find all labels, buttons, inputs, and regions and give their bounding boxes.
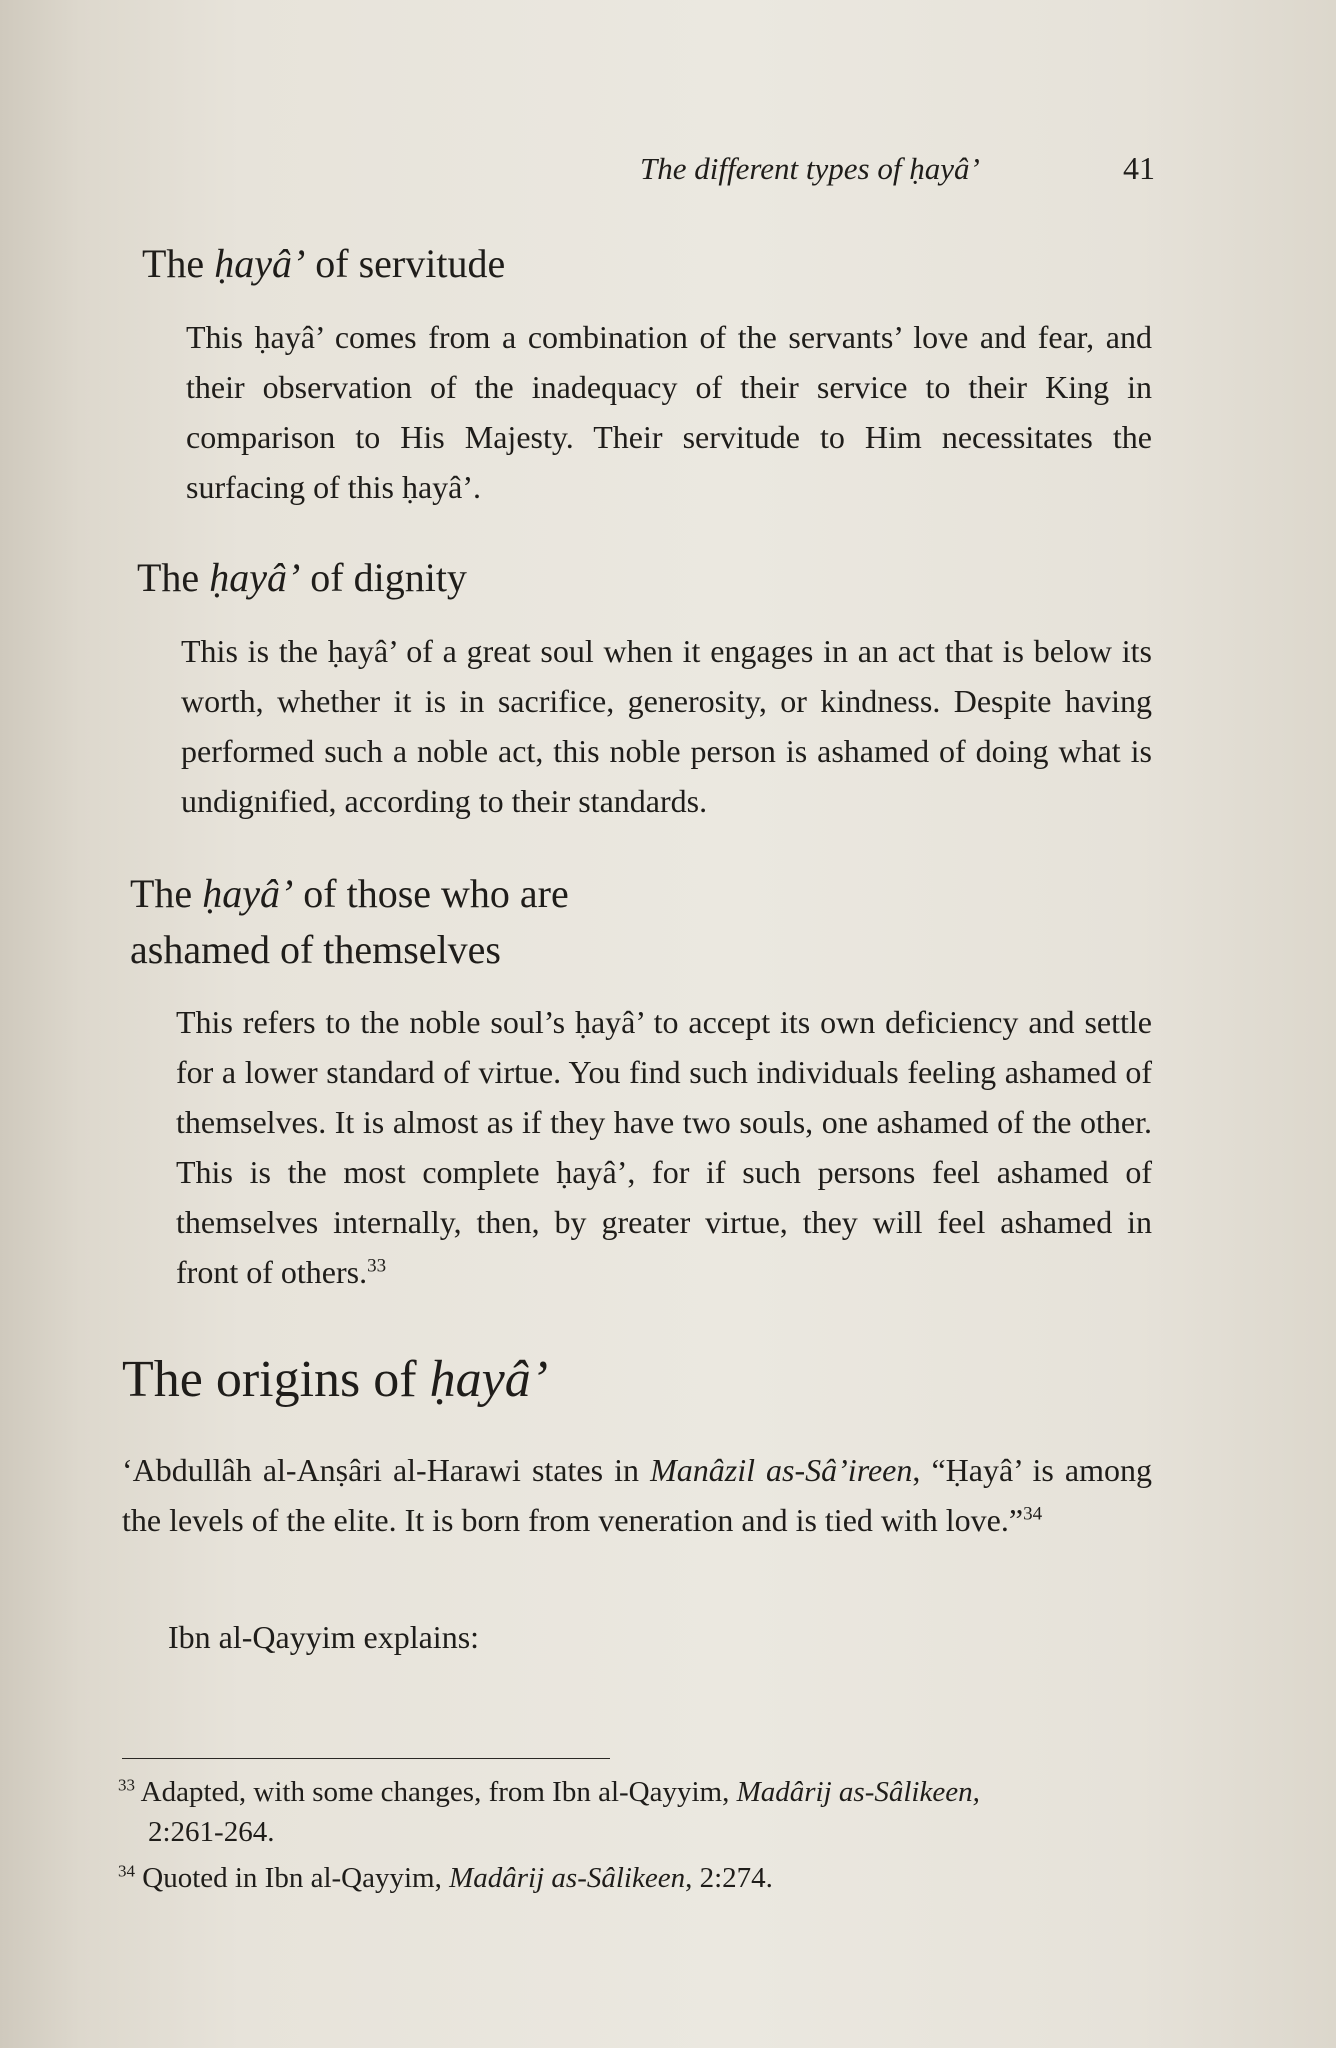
paragraph-origins-explains: Ibn al-Qayyim explains: bbox=[168, 1619, 480, 1655]
page-number: 41 bbox=[1123, 150, 1155, 186]
running-head-title: The different types of ḥayâ’ bbox=[640, 151, 980, 186]
section-heading-ashamed: The ḥayâ’ of those who are ashamed of themselves bbox=[130, 871, 569, 972]
footnote-34: $^{34}$ Quoted in Ibn al-Qayyim, Madârij as-Sâlikeen, 2:274. bbox=[118, 1861, 773, 1894]
footnote-number: 34 bbox=[118, 1861, 135, 1881]
footnote-number: 33 bbox=[118, 1775, 135, 1795]
footnote-rule bbox=[122, 1758, 610, 1759]
paragraph-origins-quote: ‘Abdullâh al-Anṣâri al-Harawi states in Manâzil as-Sâ’ireen, “Ḥayâ’ is among the levels of the elite. It is born from veneration and is tied with love.”$^{34}$ bbox=[122, 1452, 1153, 1538]
section-heading-dignity: The ḥayâ’ of dignity bbox=[137, 555, 467, 600]
paragraph-servitude: This ḥayâ’ comes from a combination of the servants’ love and fear, and their observation of the inadequacy of their service to their King in comparison to His Majesty. Their servitude to Him necessitates the surfacing of this ḥayâ’. bbox=[186, 319, 1152, 505]
paragraph-ashamed: This refers to the noble soul’s ḥayâ’ to accept its own deficiency and settle for a lower standard of virtue. You find such individuals feeling ashamed of themselves. It is almost as if they have two souls, one ashamed of the other. This is the most complete ḥayâ’, for if such persons feel ashamed of themselves internally, then, by greater virtue, they will feel ashamed in front of others.$^{33}$ bbox=[176, 1004, 1152, 1290]
running-head bbox=[640, 150, 1155, 187]
section-heading-servitude: The ḥayâ’ of servitude bbox=[142, 241, 506, 286]
footnote-33: $^{33}$ Adapted, with some changes, from Ibn al-Qayyim, Madârij as-Sâlikeen, 2:261-264. bbox=[118, 1775, 980, 1848]
footnote-ref-33[interactable]: 33 bbox=[367, 1255, 387, 1277]
paragraph-dignity: This is the ḥayâ’ of a great soul when it engages in an act that is below its worth, whether it is in sacrifice, generosity, or kindness. Despite having performed such a noble act, this noble person is ashamed of doing what is undignified, according to their standards. bbox=[181, 633, 1152, 819]
footnote-ref-34[interactable]: 34 bbox=[1023, 1503, 1043, 1525]
chapter-heading-origins: The origins of ḥayâ’ bbox=[122, 1351, 549, 1408]
